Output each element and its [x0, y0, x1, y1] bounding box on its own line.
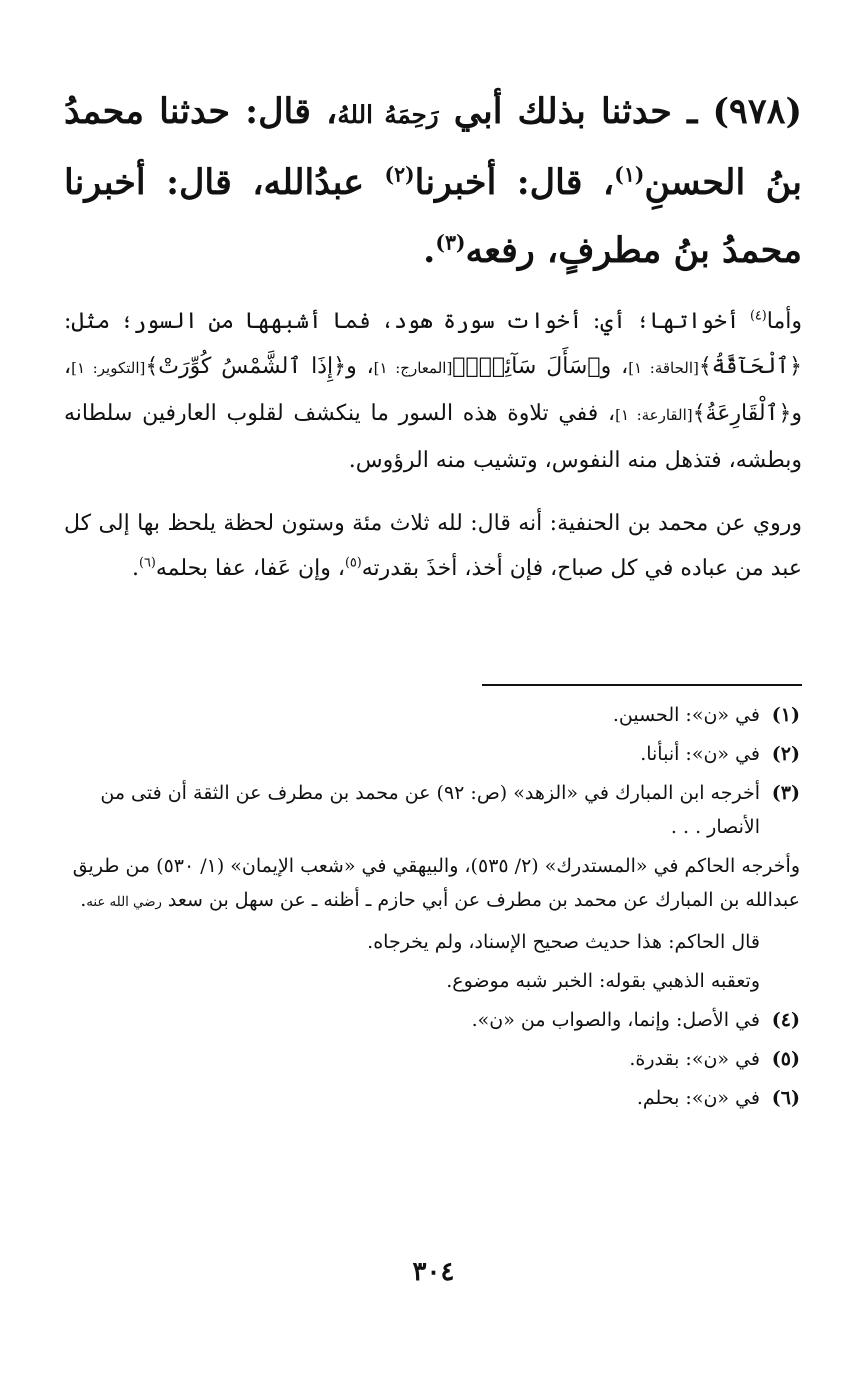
page-number: ٣٠٤ [412, 1257, 455, 1287]
verse-reference: [الحاقة: ١] [628, 359, 699, 377]
footnote-separator [482, 684, 802, 686]
footnote-text: في «ن»: بحلم. [636, 1087, 760, 1109]
footnote-ref[interactable]: (١) [614, 162, 645, 187]
commentary-paragraph: وأما$^{(٤)}$ أخواتها؛ أي: أخوات سورة هود، فما أشبهها من السور؛ مثل: ﴿ٱلْحَآقَّةُ﴾[الحاقة: ١]، و﴿سَأَلَ سَآئِلٌۢ﴾[المعارج: ١]، و﴿إِذَا ٱلشَّمْسُ كُوِّرَتْ﴾[التكوير: ١]، و﴿ٱلْقَارِعَةُ﴾[القارعة: ١]، ففي تلاوة هذه السور ما ينكشف لقلوب العارفين سلطانه وبطشه، فتذهل منه النفوس، وتشيب منه الرؤوس. [64, 308, 803, 473]
footnote-ref[interactable]: (٢) [384, 162, 415, 187]
hadith-number: (٩٧٨) [712, 91, 803, 132]
narration-paragraph: وروي عن محمد بن الحنفية: أنه قال: لله ثلاث مئة وستون لحظة يلحظ بها إلى كل عبد من عباده في كل صباح، فإن أخذ، أخذَ بقدرته$^{(٥)}$، وإن عَفا، عفا بحلمه$^{(٦)}$. [64, 511, 802, 581]
quran-verse: ﴿سَأَلَ سَآئِلٌۢ﴾ [452, 354, 601, 379]
footnote-ref[interactable]: (٣) [435, 230, 466, 255]
verse-reference: [التكوير: ١] [71, 359, 146, 377]
footnote-number: (١) [771, 704, 800, 726]
footnote-5 [64, 1042, 800, 1076]
footnote-text: في «ن»: بقدرة. [629, 1048, 760, 1070]
hadith-paragraph: (٩٧٨) ـ حدثنا بذلك أبي رَحِمَهُ اللهُ، قال: حدثنا محمدُ بنُ الحسنِ$^{(١)}$، قال: أخبرنا$^{(٢)}$ عبدُالله، قال: أخبرنا محمدُ بنُ مطرفٍ، رفعه$^{(٣)}$. [64, 91, 803, 271]
footnote-6 [64, 1081, 800, 1115]
footnote-text: أخرجه ابن المبارك في «الزهد» (ص: ٩٢) عن محمد بن مطرف عن الثقة أن فتى من الأنصار . . . [100, 782, 760, 838]
footnote-ref[interactable]: (٦) [139, 555, 156, 571]
footnote-text: في «ن»: أنبأنا. [640, 743, 760, 765]
footnotes [64, 698, 800, 1120]
footnote-3-continuation: وأخرجه الحاكم في «المستدرك» (٢/ ٥٣٥)، والبيهقي في «شعب الإيمان» (١/ ٥٣٠) من طريق عبدالله بن المبارك عن محمد بن مطرف عن أبي حازم ـ أظنه ـ عن سهل بن سعد رضي الله عنه. [72, 855, 800, 911]
verse-reference: [المعارج: ١] [373, 359, 453, 377]
footnote-text: في «ن»: الحسين. [612, 704, 760, 726]
footnote-3-continuation: وتعقبه الذهبي بقوله: الخبر شبه موضوع. [446, 970, 760, 992]
footnote-4 [64, 1003, 800, 1037]
footnote-ref[interactable]: (٤) [749, 308, 767, 324]
footnote-number: (٢) [771, 743, 800, 765]
footnote-number: (٤) [771, 1009, 800, 1031]
footnote-number: (٥) [771, 1048, 800, 1070]
verse-reference: [القارعة: ١] [615, 406, 693, 424]
footnote-3 [64, 776, 800, 844]
main-text [64, 78, 802, 591]
quran-verse: ﴿إِذَا ٱلشَّمْسُ كُوِّرَتْ﴾ [145, 354, 347, 379]
footnote-text: في الأصل: وإنما، والصواب من «ن». [471, 1009, 760, 1031]
footnote-number: (٣) [771, 782, 800, 804]
footnote-3-continuation: قال الحاكم: هذا حديث صحيح الإسناد، ولم يخرجاه. [367, 931, 760, 953]
footnote-number: (٦) [771, 1087, 800, 1109]
footnote-ref[interactable]: (٥) [344, 555, 362, 571]
honorific: رضي الله عنه [86, 895, 162, 910]
footnote-1 [64, 698, 800, 732]
footnote-2 [64, 737, 800, 771]
honorific: رَحِمَهُ اللهُ [337, 100, 439, 129]
quran-verse: ﴿ٱلْحَآقَّةُ﴾ [698, 354, 802, 379]
quran-verse: ﴿ٱلْقَارِعَةُ﴾ [692, 401, 792, 426]
